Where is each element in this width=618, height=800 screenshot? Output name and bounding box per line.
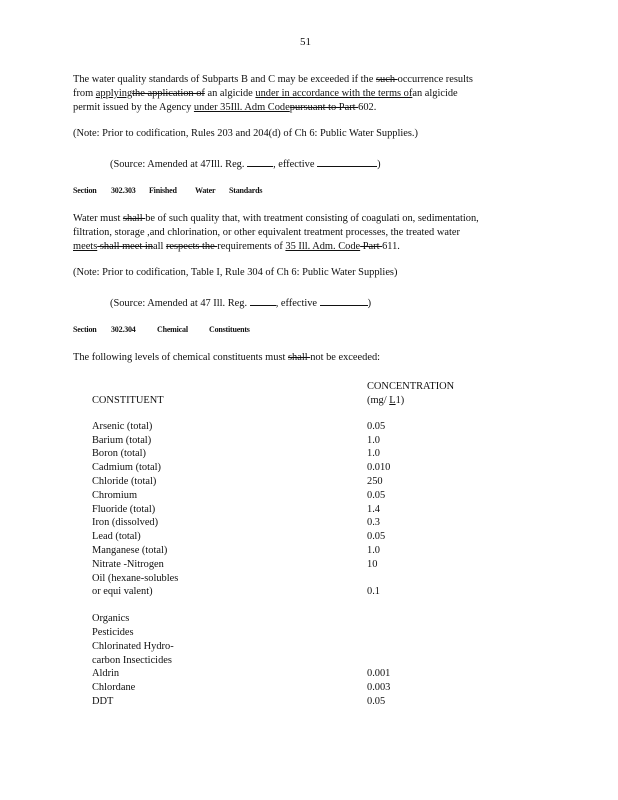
constituent-name: Boron (total) <box>92 448 146 460</box>
concentration-value: 1.0 <box>367 434 380 446</box>
constituent-name: Chromium <box>92 489 138 501</box>
concentration-value: 1.4 <box>367 503 380 515</box>
concentration-value: 0.003 <box>367 682 391 694</box>
section-heading-302-304: Section 302.304 Chemical Constituents <box>73 325 250 334</box>
concentration-value: 250 <box>367 475 383 487</box>
concentration-value: 1.0 <box>367 544 380 556</box>
table-row <box>92 572 487 586</box>
organics-heading: Chlorinated Hydro- <box>92 640 174 652</box>
table-row <box>92 544 487 558</box>
concentration-value: 0.05 <box>367 489 386 501</box>
constituent-name: Iron (dissolved) <box>92 517 159 529</box>
constituent-name: Fluoride (total) <box>92 503 156 515</box>
concentration-value <box>367 572 487 586</box>
concentration-value: 0.3 <box>367 517 380 529</box>
table-row <box>92 585 487 599</box>
constituent-name: Lead (total) <box>92 531 141 543</box>
constituent-name: Aldrin <box>92 668 120 680</box>
table-row <box>92 489 487 503</box>
table-row <box>92 530 487 544</box>
concentration-value: 0.05 <box>367 420 386 432</box>
organics-heading: Organics <box>92 613 130 625</box>
concentration-value: 0.001 <box>367 668 391 680</box>
constituent-name: or equi valent) <box>92 586 153 598</box>
constituent-name: Oil (hexane-solubles <box>92 572 179 584</box>
table-header <box>92 380 487 408</box>
table-row <box>92 667 487 681</box>
source-note-1: (Source: Amended at 47Ill. Reg. , effective ) <box>110 159 381 170</box>
note-codification-2: (Note: Prior to codification, Table I, Rule 304 of Ch 6: Public Water Supplies) <box>73 267 398 278</box>
column-header-constituent: CONSTITUENT <box>92 395 164 406</box>
table-row <box>92 695 487 709</box>
table-row <box>92 447 487 461</box>
column-header-concentration: CONCENTRATION (mg/ L1) <box>367 381 455 406</box>
constituent-name: DDT <box>92 695 114 707</box>
concentration-value: 10 <box>367 558 378 570</box>
constituent-name: Manganese (total) <box>92 544 168 556</box>
concentration-value: 0.05 <box>367 531 386 543</box>
concentration-value: 0.05 <box>367 695 386 707</box>
paragraph-chemical-intro: The following levels of chemical constituents must shall not be exceeded: <box>73 352 381 363</box>
note-codification-1: (Note: Prior to codification, Rules 203 and 204(d) of Ch 6: Public Water Supplies.) <box>73 128 418 139</box>
constituent-name: Cadmium (total) <box>92 462 161 474</box>
constituent-name: Barium (total) <box>92 434 152 446</box>
organics-heading: Pesticides <box>92 626 134 638</box>
table-row <box>92 475 487 489</box>
constituent-name: Chlordane <box>92 682 136 694</box>
constituent-name: Chloride (total) <box>92 475 157 487</box>
constituent-name: Nitrate -Nitrogen <box>92 558 164 570</box>
paragraph-algicide: The water quality standards of Subparts B and C may be exceeded if the such occurrence results from applyingthe application of an algicide under in accordance with the terms ofan algicide permit issued by the Agency under 35Ill. Adm Codepursuant to Part 602. <box>73 74 473 113</box>
table-row <box>92 461 487 475</box>
table-row <box>92 558 487 572</box>
concentration-value: 0.010 <box>367 462 391 474</box>
section-heading-302-303: Section 302.303 Finished Water Standards <box>73 186 263 195</box>
concentration-value: 0.1 <box>367 586 380 598</box>
table-row <box>92 681 487 695</box>
table-row <box>92 503 487 517</box>
table-row <box>92 420 487 434</box>
table-row <box>92 434 487 448</box>
organics-heading: carbon Insecticides <box>92 654 172 666</box>
table-row <box>92 516 487 530</box>
constituent-name: Arsenic (total) <box>92 420 153 432</box>
source-note-2: (Source: Amended at 47 Ill. Reg. , effective ) <box>110 298 372 309</box>
paragraph-finished-water: Water must shall be of such quality that, with treatment consisting of coagulati on, sedimentation, filtration, storage ,and chlorination, or other equivalent treatment processes, the treated water meets shall meet inall respects the requirements of 35 Ill. Adm. Code Part 611. <box>73 213 479 252</box>
constituents-table <box>92 380 487 709</box>
page-number: 51 <box>300 36 311 48</box>
concentration-value: 1.0 <box>367 448 380 460</box>
